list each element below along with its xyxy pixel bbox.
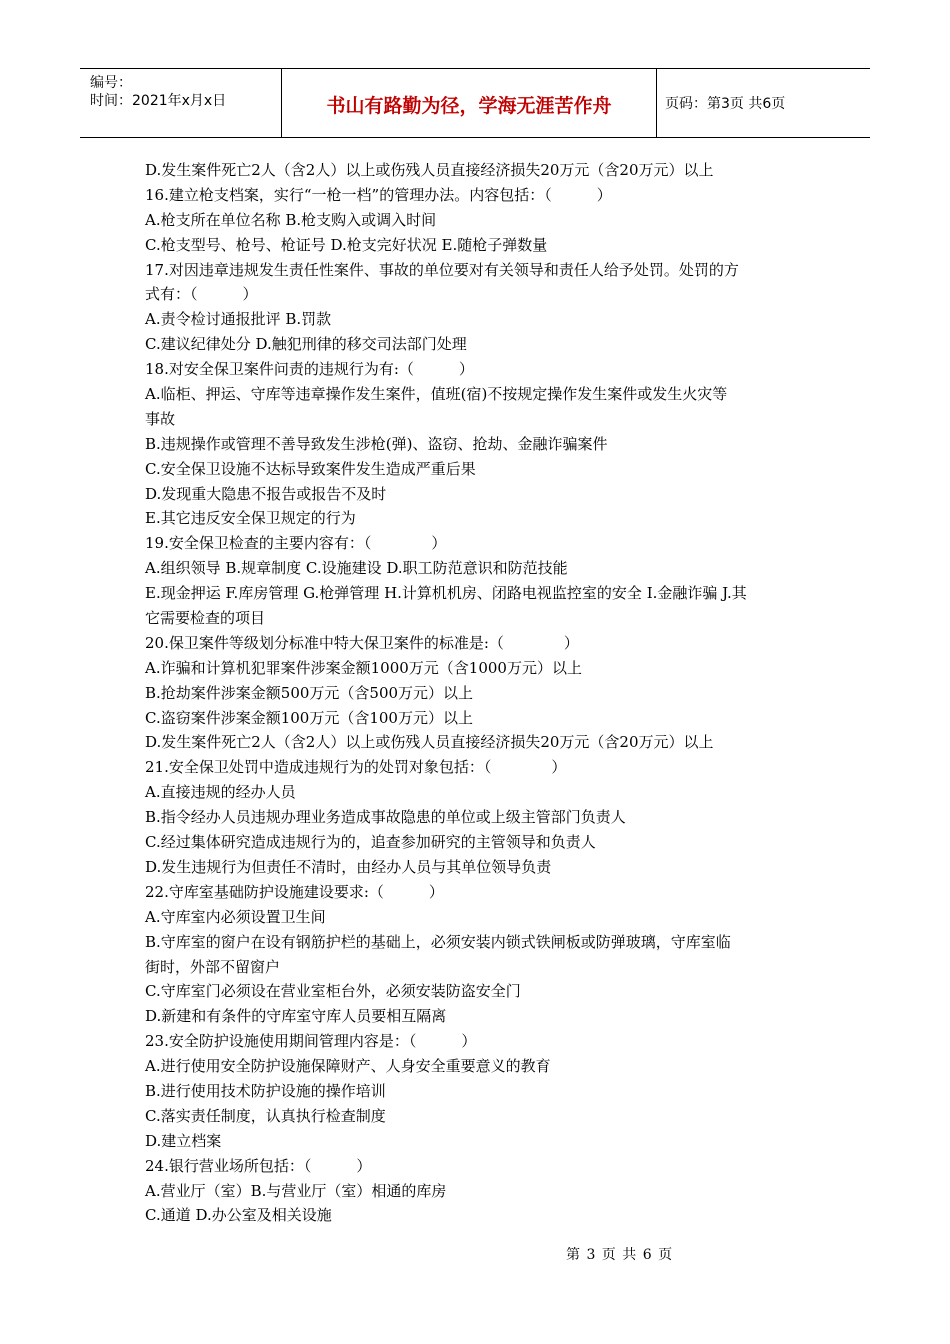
- text-line: 事故: [145, 409, 176, 428]
- text-line: D.发生案件死亡2人（含2人）以上或伤残人员直接经济损失20万元（含20万元）以上: [145, 733, 714, 752]
- document-date-label: 时间：2021年x月x日: [90, 93, 227, 109]
- text-line: 它需要检查的项目: [145, 609, 266, 628]
- text-line: 23.安全防护设施使用期间管理内容是：（ ）: [145, 1032, 477, 1051]
- text-line: B.违规操作或管理不善导致发生涉枪(弹)、盗窃、抢劫、金融诈骗案件: [145, 434, 608, 453]
- text-line: 街时，外部不留窗户: [145, 957, 281, 976]
- text-line: D.发生违规行为但责任不清时，由经办人员与其单位领导负责: [145, 857, 552, 876]
- document-body: [145, 158, 815, 1228]
- text-line: A.责令检讨通报批评 B.罚款: [145, 310, 332, 329]
- text-line: 18.对安全保卫案件问责的违规行为有:（ ）: [145, 360, 474, 379]
- text-line: D.建立档案: [145, 1131, 222, 1150]
- text-line: E.现金押运 F.库房管理 G.枪弹管理 H.计算机机房、闭路电视监控室的安全 I.金融诈骗 J.其: [145, 584, 747, 603]
- text-line: D.发现重大隐患不报告或报告不及时: [145, 484, 387, 503]
- text-line: 21.安全保卫处罚中造成违规行为的处罚对象包括：（ ）: [145, 758, 567, 777]
- page-footer: 第 3 页 共 6 页: [566, 1247, 674, 1263]
- text-line: D.新建和有条件的守库室守库人员要相互隔离: [145, 1007, 447, 1026]
- text-line: A.诈骗和计算机犯罪案件涉案金额1000万元（含1000万元）以上: [145, 658, 582, 677]
- document-number-label: 编号：: [90, 75, 132, 91]
- text-line: B.抢劫案件涉案金额500万元（含500万元）以上: [145, 683, 474, 702]
- text-line: C.经过集体研究造成违规行为的，追查参加研究的主管领导和负责人: [145, 833, 596, 852]
- text-line: B.指令经办人员违规办理业务造成事故隐患的单位或上级主管部门负责人: [145, 808, 626, 827]
- page-header: [80, 68, 870, 138]
- text-line: 式有：（ ）: [145, 285, 258, 304]
- text-line: 20.保卫案件等级划分标准中特大保卫案件的标准是:（ ）: [145, 633, 579, 652]
- text-line: 22.守库室基础防护设施建设要求:（ ）: [145, 882, 444, 901]
- text-line: A.守库室内必须设置卫生间: [145, 907, 326, 926]
- text-line: C.通道 D.办公室及相关设施: [145, 1206, 332, 1225]
- text-line: A.营业厅（室）B.与营业厅（室）相通的库房: [145, 1181, 447, 1200]
- header-page-cell: [657, 69, 870, 137]
- motto: 书山有路勤为径，学海无涯苦作舟: [326, 95, 612, 117]
- text-line: C.落实责任制度，认真执行检查制度: [145, 1106, 386, 1125]
- text-line: D.发生案件死亡2人（含2人）以上或伤残人员直接经济损失20万元（含20万元）以上: [145, 161, 714, 179]
- text-line: A.直接违规的经办人员: [145, 783, 296, 802]
- header-motto-cell: [282, 69, 657, 137]
- text-line: 16.建立枪支档案，实行“一枪一档”的管理办法。内容包括：（ ）: [145, 185, 612, 204]
- text-line: B.进行使用技术防护设施的操作培训: [145, 1081, 386, 1100]
- text-line: B.守库室的窗户在设有钢筋护栏的基础上，必须安装内锁式铁闸板或防弹玻璃，守库室临: [145, 932, 731, 951]
- text-line: C.盗窃案件涉案金额100万元（含100万元）以上: [145, 708, 473, 727]
- text-line: A.临柜、押运、守库等违章操作发生案件，值班(宿)不按规定操作发生案件或发生火灾等: [145, 385, 728, 404]
- text-line: C.安全保卫设施不达标导致案件发生造成严重后果: [145, 459, 476, 478]
- text-line: 24.银行营业场所包括：（ ）: [145, 1156, 372, 1175]
- header-meta-cell: [80, 69, 282, 137]
- text-line: C.守库室门必须设在营业室柜台外，必须安装防盗安全门: [145, 982, 521, 1001]
- text-line: C.建议纪律处分 D.触犯刑律的移交司法部门处理: [145, 335, 467, 354]
- text-line: C.枪支型号、枪号、枪证号 D.枪支完好状况 E.随枪子弹数量: [145, 235, 548, 254]
- text-line: A.组织领导 B.规章制度 C.设施建设 D.职工防范意识和防范技能: [145, 559, 568, 578]
- text-line: 19.安全保卫检查的主要内容有：（ ）: [145, 534, 447, 553]
- page-indicator: 页码：第3页 共6页: [665, 96, 786, 112]
- text-line: E.其它违反安全保卫规定的行为: [145, 509, 356, 528]
- text-line: 17.对因违章违规发生责任性案件、事故的单位要对有关领导和责任人给予处罚。处罚的方: [145, 260, 739, 279]
- text-line: A.进行使用安全防护设施保障财产、人身安全重要意义的教育: [145, 1057, 551, 1076]
- text-line: A.枪支所在单位名称 B.枪支购入或调入时间: [145, 210, 437, 229]
